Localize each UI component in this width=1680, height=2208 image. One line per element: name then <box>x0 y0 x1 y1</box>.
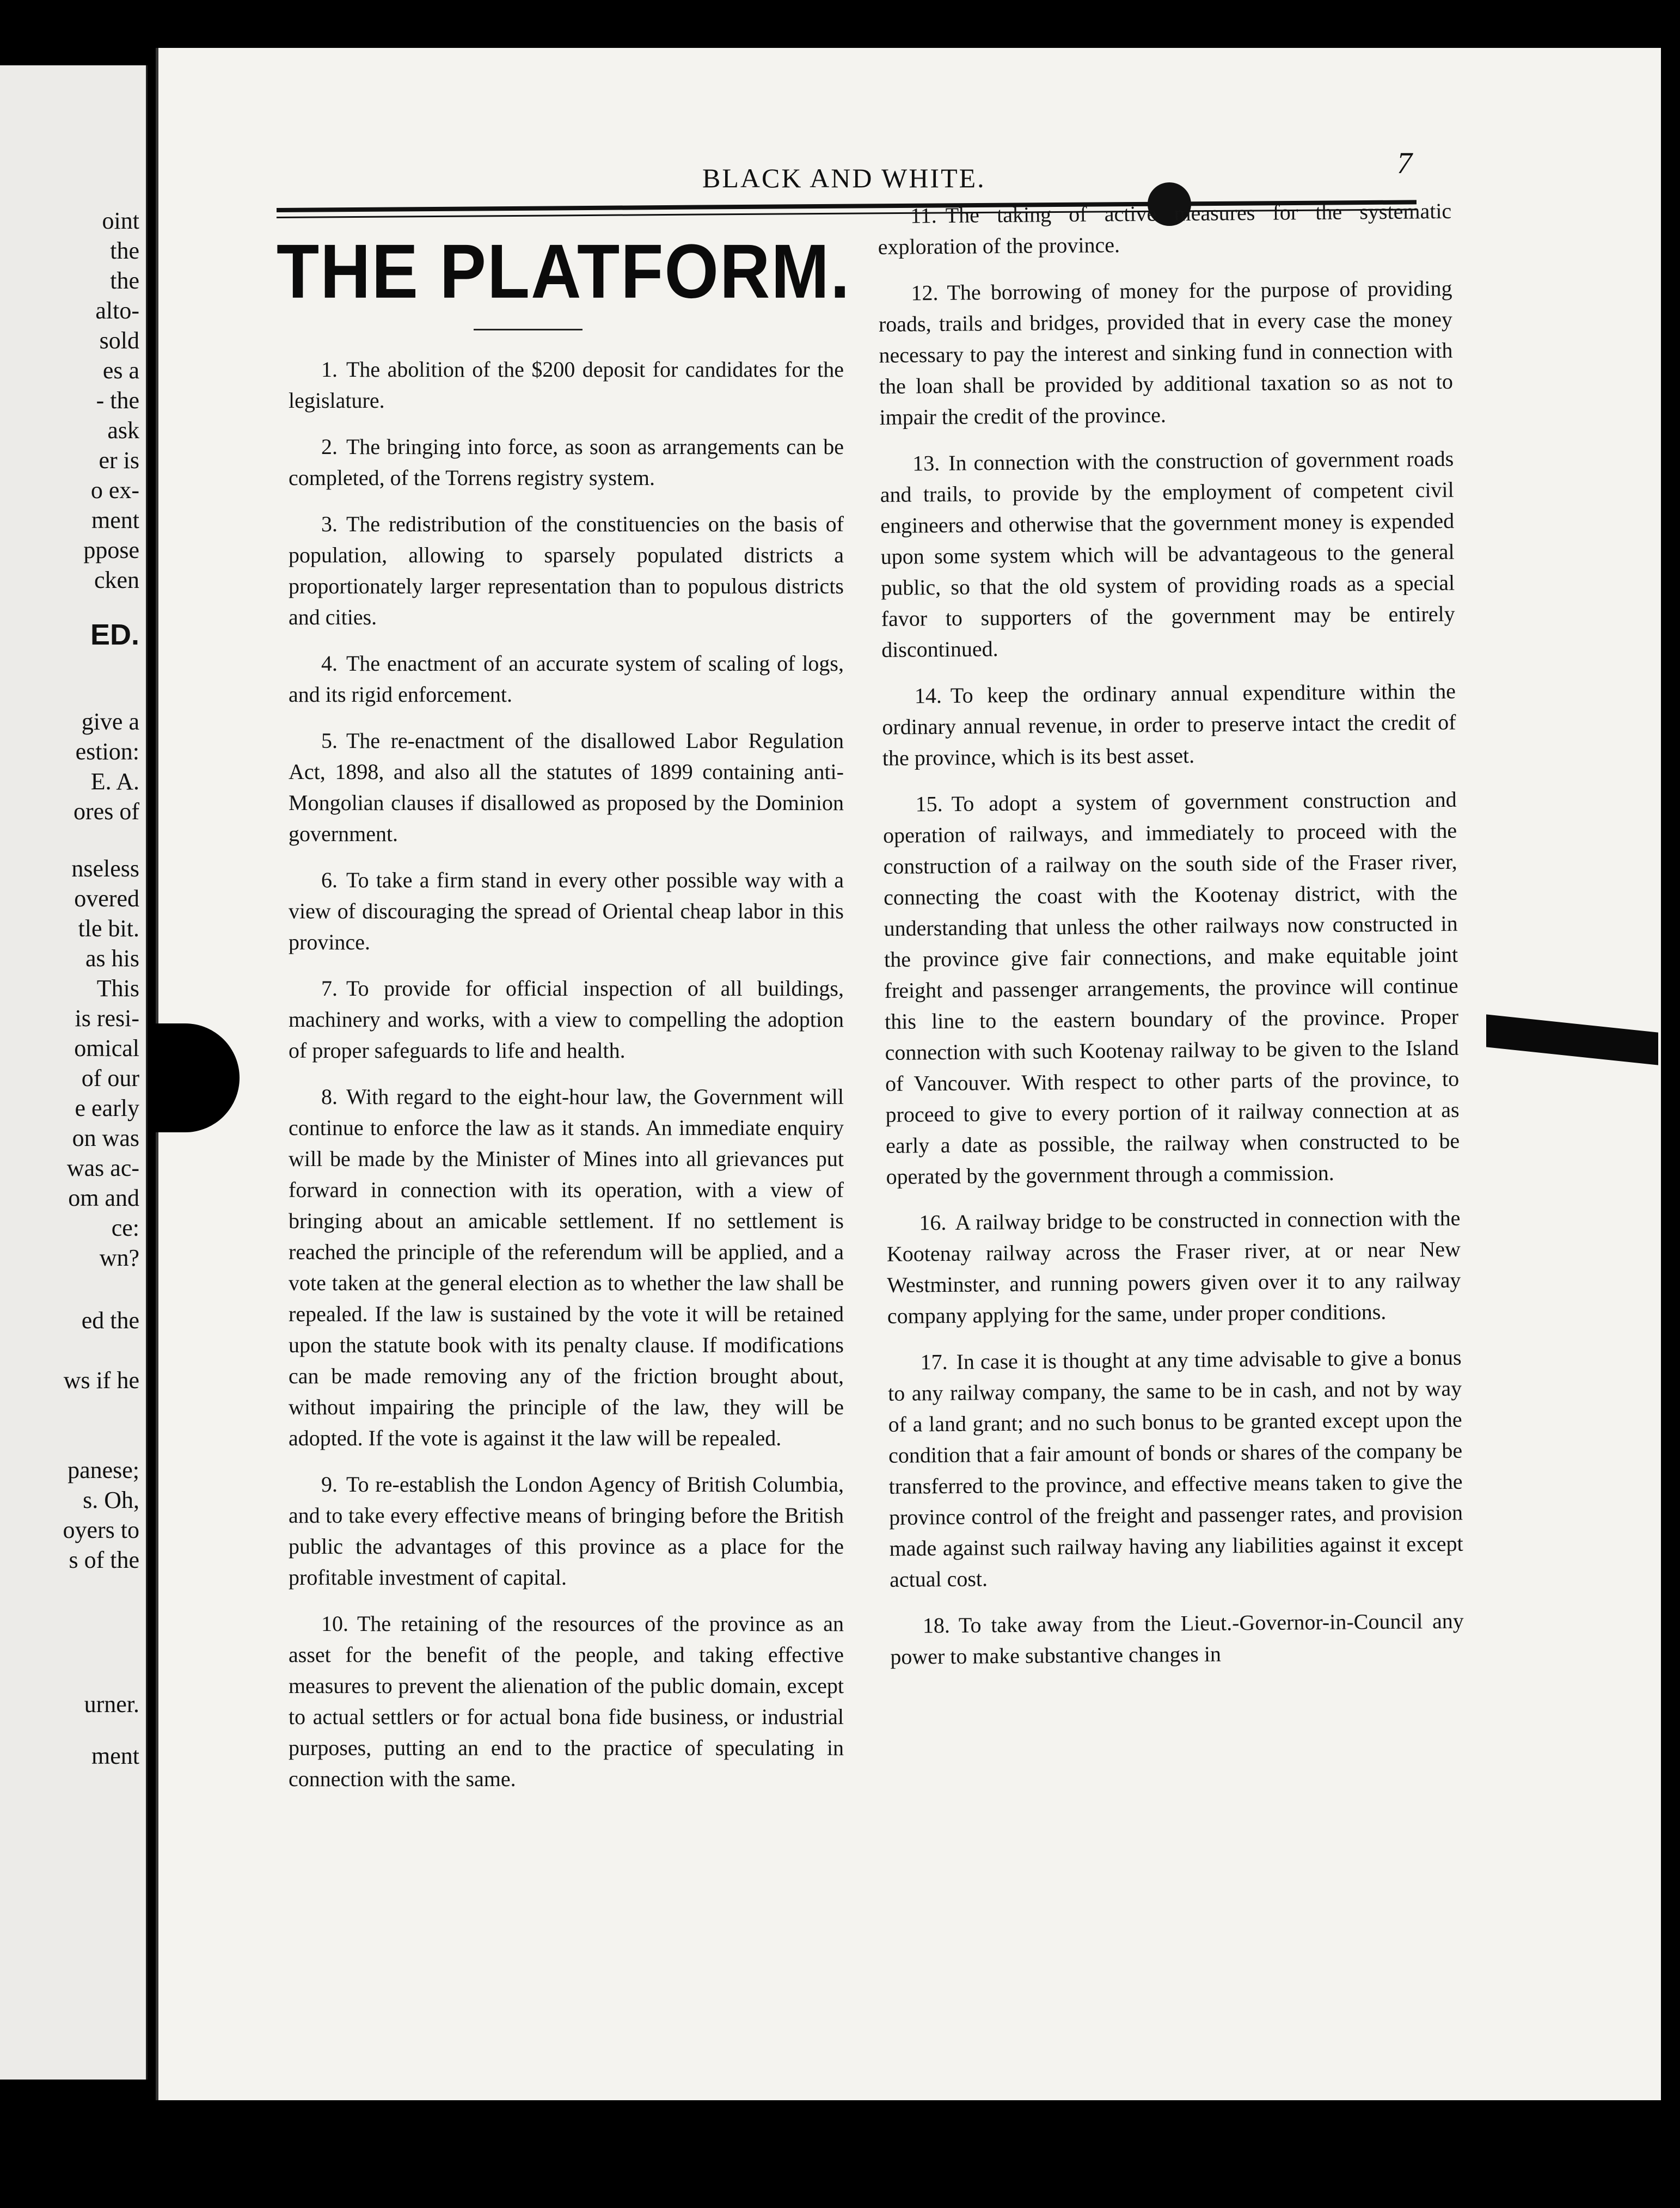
facing-page-text-fragment: is resi- <box>75 1005 139 1032</box>
item-number: 7. <box>321 976 338 1001</box>
publication-title: BLACK AND WHITE. <box>702 163 986 193</box>
facing-page-text-fragment: ores of <box>73 798 139 825</box>
item-number: 12. <box>911 280 939 305</box>
item-number: 8. <box>321 1084 338 1109</box>
facing-page-text-fragment: tle bit. <box>78 915 139 942</box>
column-left <box>289 354 844 1810</box>
item-text: In connection with the construction of government roads and trails, to provide by the employment of competent civil engineers and otherwise that the government money is expended upon some system which will be advantageous to the general public, so that the old system of providing roads as a special favor to supporters of the government may be entirely discontinued. <box>880 446 1455 662</box>
platform-item <box>886 1203 1461 1332</box>
item-text: To take away from the Lieut.-Governor-in-Council any power to make substantive changes in <box>890 1608 1464 1669</box>
facing-page-text-fragment: e early <box>75 1095 139 1121</box>
platform-item <box>878 195 1452 262</box>
facing-page-text-fragment: ppose <box>83 537 139 563</box>
column-right <box>878 195 1464 1688</box>
facing-page-text-fragment: nseless <box>71 855 139 882</box>
platform-item <box>289 508 844 633</box>
facing-page-text-fragment: ws if he <box>63 1367 139 1394</box>
facing-page-text-fragment: panese; <box>68 1457 139 1483</box>
facing-page-text-fragment: er is <box>99 447 139 474</box>
item-text: The abolition of the $200 deposit for candidates for the legislature. <box>289 357 844 413</box>
facing-page-text-fragment: sold <box>99 327 139 354</box>
item-number: 3. <box>321 512 338 536</box>
facing-page-text-fragment: overed <box>74 885 139 912</box>
facing-page-fragment <box>0 65 148 2080</box>
item-text: The borrowing of money for the purpose of providing roads, trails and bridges, provided that in every case the money necessary to pay the interest and sinking fund in connection with the loan shall be provided by additional taxation so as not to impair the credit of the province. <box>878 275 1454 430</box>
platform-item <box>289 973 844 1066</box>
item-number: 13. <box>912 451 940 476</box>
facing-page-text-fragment: ment <box>91 507 139 533</box>
platform-item <box>882 784 1460 1192</box>
item-number: 15. <box>915 791 943 817</box>
facing-page-text-fragment: wn? <box>99 1244 139 1271</box>
item-number: 9. <box>321 1472 338 1496</box>
article-headline: THE PLATFORM. <box>277 229 851 315</box>
item-text: The bringing into force, as soon as arrangements can be completed, of the Torrens registry system. <box>289 434 844 490</box>
facing-page-text-fragment: ask <box>107 417 139 444</box>
item-number: 16. <box>919 1210 947 1235</box>
facing-page-text-fragment: s. Oh, <box>83 1487 139 1513</box>
facing-page-text-fragment: es a <box>102 357 139 384</box>
platform-item <box>289 354 844 416</box>
facing-page-text-fragment: the <box>110 237 139 264</box>
item-number: 2. <box>321 434 338 459</box>
platform-item <box>289 1608 844 1794</box>
item-text: To take a firm stand in every other possible way with a view of discouraging the spread of Oriental cheap labor in this province. <box>289 868 844 954</box>
platform-item <box>890 1605 1464 1672</box>
item-text: The retaining of the resources of the province as an asset for the benefit of the people, and taking effective measures to prevent the alienation of the public domain, except to actual settlers or for actual bona fide business, or industrial purposes, putting an end to the practice of speculating in connection with the same. <box>289 1611 844 1791</box>
facing-page-text-fragment: ed the <box>81 1307 139 1334</box>
facing-page-text-fragment: estion: <box>75 738 139 765</box>
facing-page-text-fragment: alto- <box>95 297 139 324</box>
platform-item <box>880 443 1455 665</box>
facing-page-text-fragment: o ex- <box>90 477 139 504</box>
platform-item <box>882 676 1456 774</box>
item-text: The enactment of an accurate system of scaling of logs, and its rigid enforcement. <box>289 651 844 707</box>
facing-page-text-fragment: give a <box>81 708 139 735</box>
item-number: 18. <box>922 1612 951 1638</box>
item-number: 11. <box>910 203 937 228</box>
facing-page-text-fragment: as his <box>85 945 139 972</box>
item-number: 10. <box>321 1611 348 1636</box>
facing-page-text-fragment: oint <box>102 207 139 234</box>
facing-page-text-fragment: of our <box>81 1065 139 1091</box>
item-text: The re-enactment of the disallowed Labor Regulation Act, 1898, and also all the statutes of 1899 containing anti-Mongolian clauses if disallowed as proposed by the Dominion government. <box>289 728 844 846</box>
facing-page-text-fragment: urner. <box>84 1691 139 1718</box>
platform-item <box>289 431 844 493</box>
facing-page-text-fragment: ED. <box>90 618 139 651</box>
item-number: 4. <box>321 651 338 676</box>
item-number: 1. <box>321 357 338 382</box>
platform-item <box>289 1081 844 1453</box>
facing-page-text-fragment: was ac- <box>66 1155 139 1181</box>
facing-page-text-fragment: on was <box>72 1125 139 1151</box>
item-text: To adopt a system of government construction and operation of railways, and immediately to proceed with the construction of a railway on the south side of the Fraser river, connecting the coast with the Kootenay district, with the understanding that unless the other railways now constructed in the province give fair connections, and make equitable joint freight and passenger arrangements, the province will continue this line to the eastern boundary of the province. Proper connection with such Kootenay railway to be given to the Island of Vancouver. With respect to other parts of the province, to proceed to give to every portion of it railway connection at as early a date as possible, the railway when constructed to be operated by the government through a commission. <box>882 787 1460 1189</box>
facing-page-text-fragment: om and <box>68 1185 139 1211</box>
item-text: The redistribution of the constituencies on the basis of population, allowing to sparsely populated districts a proportionately larger representation than to populous districts and cities. <box>289 512 844 629</box>
facing-page-text-fragment: - the <box>96 387 139 414</box>
item-text: To keep the ordinary annual expenditure within the ordinary annual revenue, in order to preserve intact the credit of the province, which is its best asset. <box>882 678 1456 770</box>
facing-page-text-fragment: s of the <box>69 1547 139 1573</box>
item-text: A railway bridge to be constructed in connection with the Kootenay railway across the Fraser river, at or near New Westminster, and running powers given over it to any railway company applying for the same, under proper conditions. <box>886 1205 1461 1328</box>
item-number: 17. <box>920 1349 948 1375</box>
platform-item <box>887 1342 1463 1595</box>
platform-item <box>878 273 1453 433</box>
item-text: With regard to the eight-hour law, the Government will continue to enforce the law as it stands. An immediate enquiry will be made by the Minister of Mines into all grievances put forward in connection with its operation, with a view of bringing about an amicable settlement. If no settlement is reached the principle of the referendum will be applied, and a vote taken at the general election as to whether the law shall be repealed. If the law is sustained by the vote it will be retained upon the statute book with its penalty clause. If modifications can be made removing any of the friction brought about, without impairing the principle of the law, they will be adopted. If the vote is against it the law will be repealed. <box>289 1084 844 1450</box>
item-text: To provide for official inspection of all buildings, machinery and works, with a view to compelling the adoption of proper safeguards to life and health. <box>289 976 844 1063</box>
facing-page-text-fragment: oyers to <box>63 1517 139 1543</box>
item-number: 5. <box>321 728 338 753</box>
platform-item <box>289 864 844 958</box>
facing-page-text-fragment: E. A. <box>90 768 139 795</box>
item-text: The taking of active measures for the systematic exploration of the province. <box>878 198 1452 259</box>
item-number: 6. <box>321 868 338 892</box>
item-number: 14. <box>914 683 942 708</box>
facing-page-text-fragment: ce: <box>111 1215 139 1241</box>
facing-page-text-fragment: cken <box>94 567 139 593</box>
facing-page-text-fragment: omical <box>74 1035 139 1062</box>
item-text: In case it is thought at any time advisable to give a bonus to any railway company, the same to be in cash, and not by way of a land grant; and no such bonus to be granted except upon the condition that a fair amount of bonds or shares of the company be transferred to the province, and effective means taken to give the province control of the freight and passenger rates, and provision made against such railway having any liabilities against it except actual cost. <box>887 1345 1463 1592</box>
facing-page-text-fragment: the <box>110 267 139 294</box>
item-text: To re-establish the London Agency of British Columbia, and to take every effective means of bringing before the British public the advantages of this province as a place for the profitable investment of capital. <box>289 1472 844 1590</box>
platform-item <box>289 1469 844 1593</box>
platform-item <box>289 725 844 849</box>
facing-page-text-fragment: ment <box>91 1743 139 1769</box>
page-number: 7 <box>1397 146 1412 180</box>
facing-page-text-fragment: This <box>96 975 139 1002</box>
platform-item <box>289 648 844 710</box>
headline-divider <box>474 329 583 330</box>
